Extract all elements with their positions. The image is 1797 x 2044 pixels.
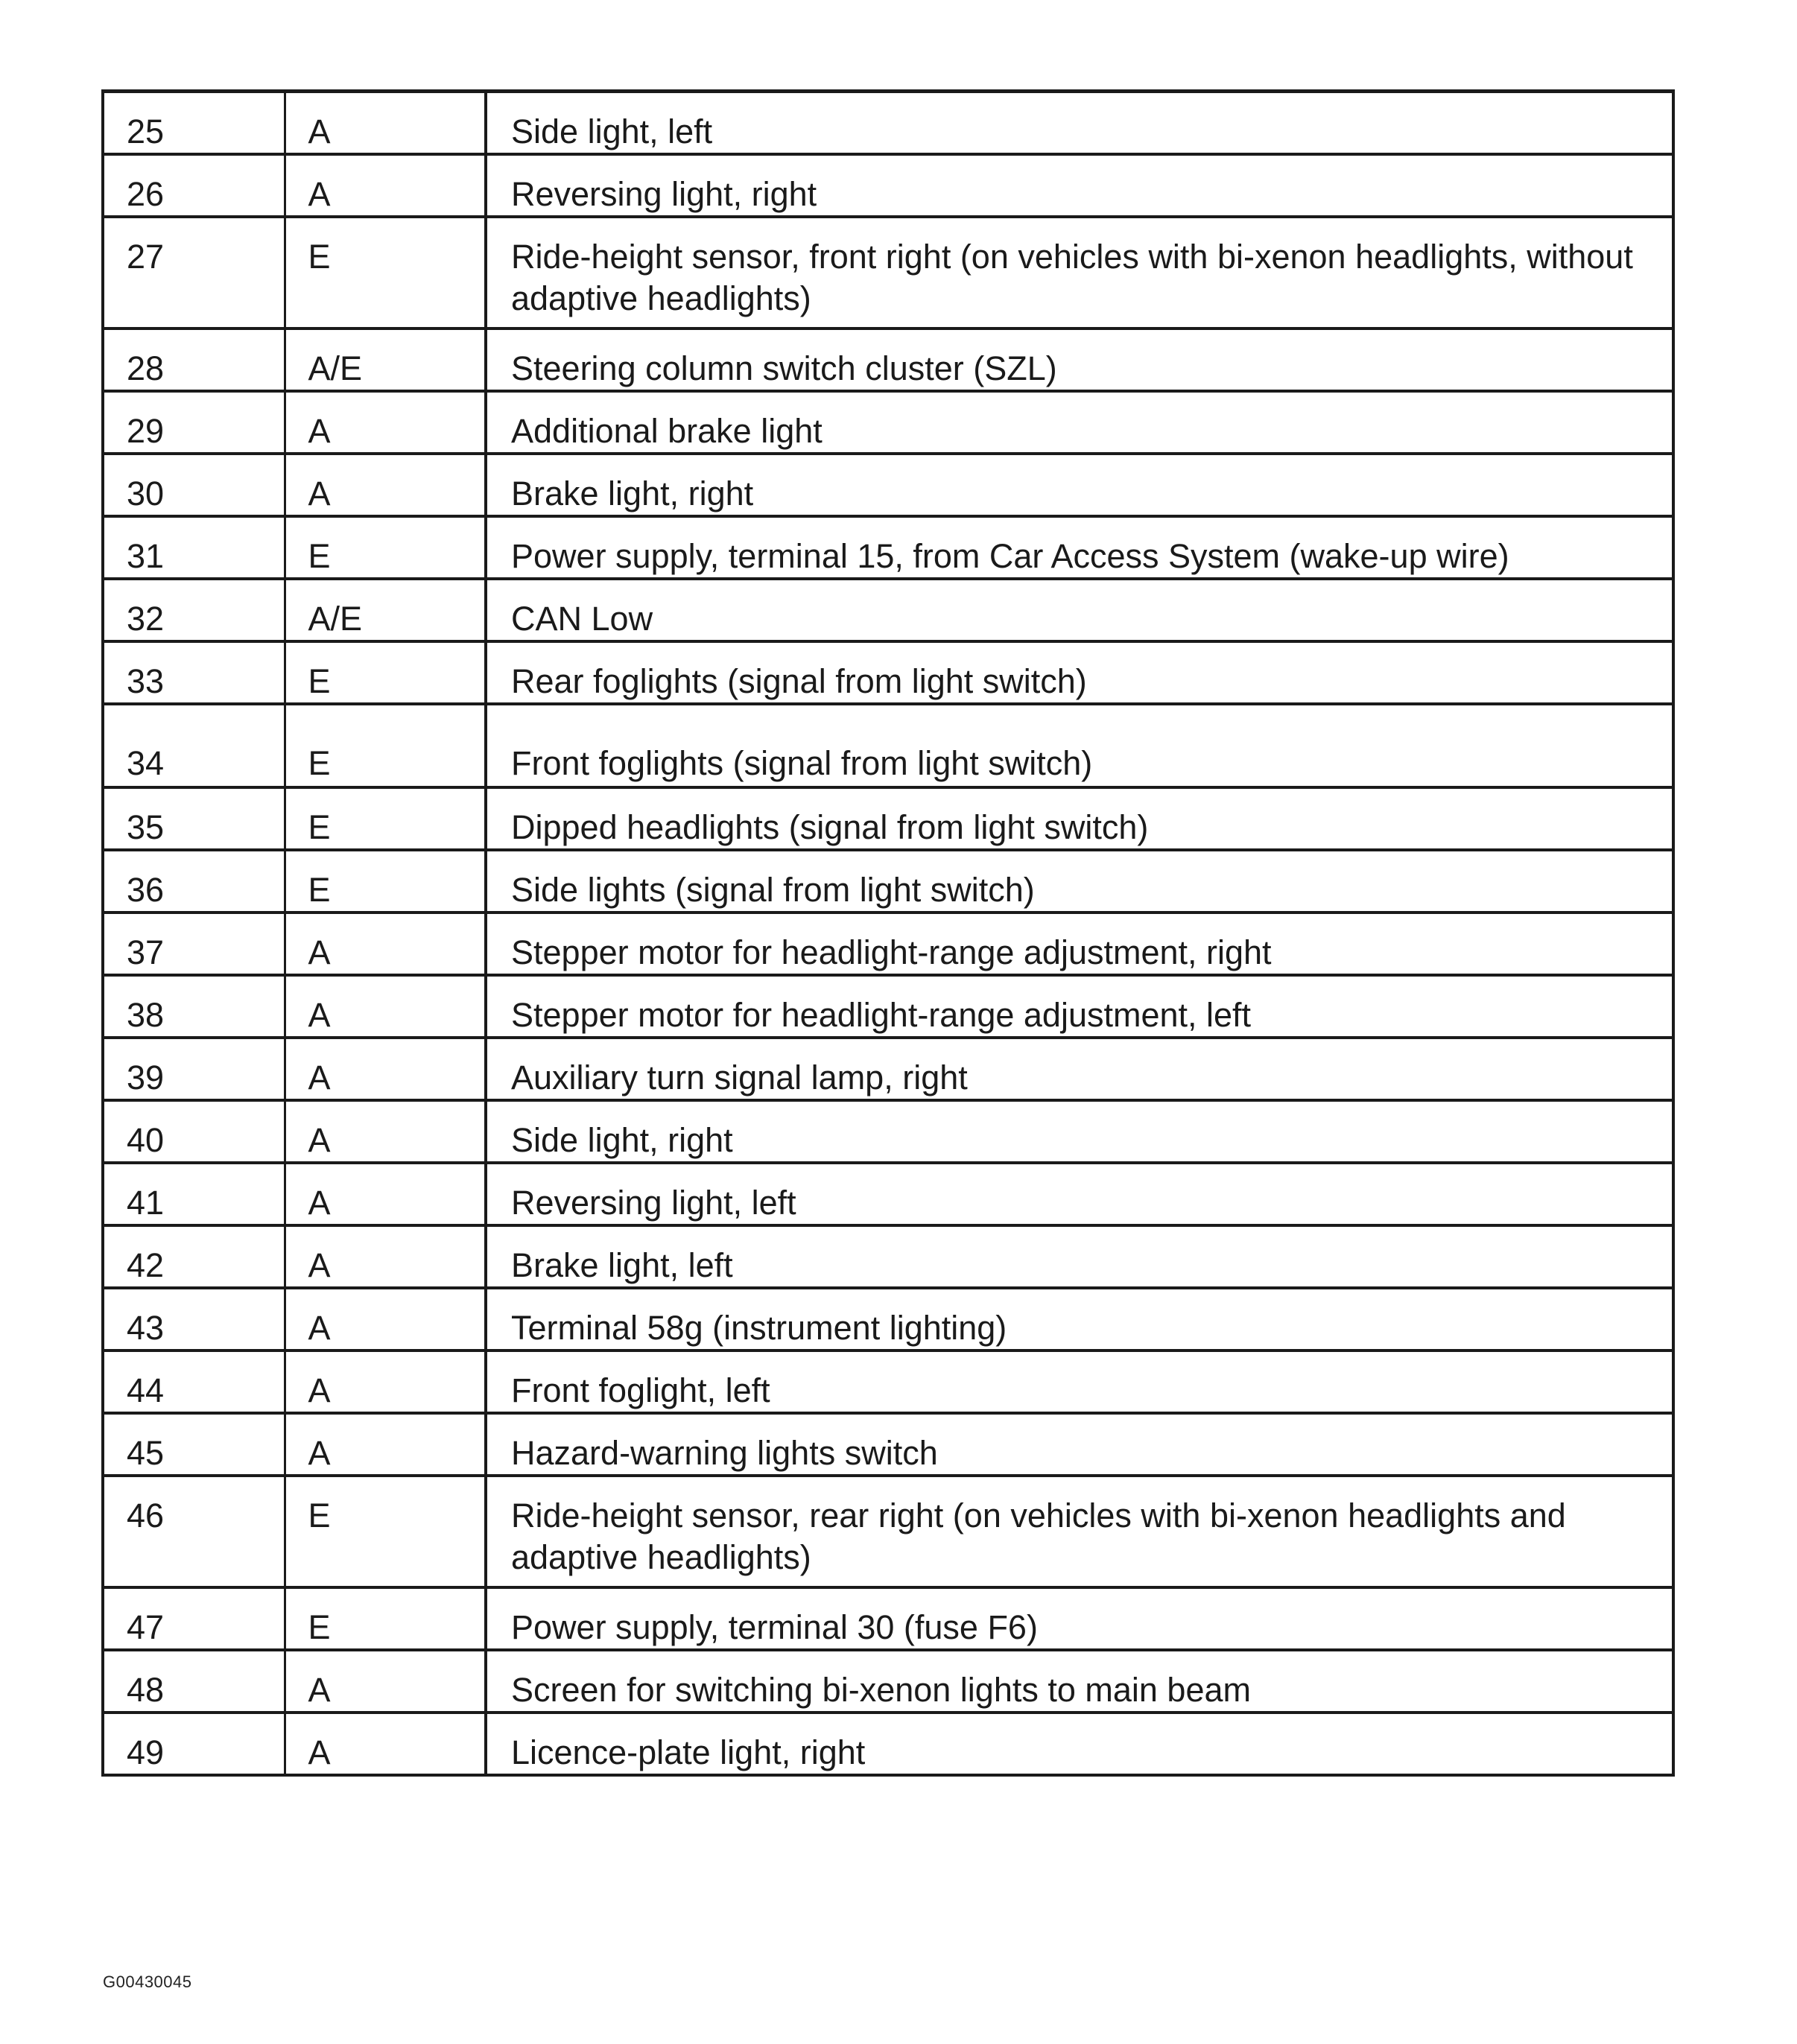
pin-number: 45 xyxy=(103,1413,285,1476)
table-row xyxy=(103,641,1673,704)
table-row xyxy=(103,1225,1673,1288)
pin-description: Front foglights (signal from light switch) xyxy=(486,704,1673,787)
table-row xyxy=(103,92,1673,155)
table-row xyxy=(103,787,1673,850)
pin-number: 35 xyxy=(103,787,285,850)
signal-direction: A xyxy=(285,913,486,975)
signal-direction: A xyxy=(285,1163,486,1225)
pin-description: Reversing light, right xyxy=(486,154,1673,217)
pin-description: Steering column switch cluster (SZL) xyxy=(486,328,1673,391)
table-row xyxy=(103,579,1673,641)
pin-description: Hazard-warning lights switch xyxy=(486,1413,1673,1476)
signal-direction: A xyxy=(285,1288,486,1350)
table-row xyxy=(103,1587,1673,1650)
table-row xyxy=(103,516,1673,579)
document-id: G00430045 xyxy=(103,1972,192,1991)
pin-description: Dipped headlights (signal from light switch) xyxy=(486,787,1673,850)
table-row xyxy=(103,454,1673,516)
signal-direction: A xyxy=(285,1413,486,1476)
pin-number: 32 xyxy=(103,579,285,641)
signal-direction: A xyxy=(285,92,486,155)
pin-description: Side light, right xyxy=(486,1100,1673,1163)
pin-description: Side lights (signal from light switch) xyxy=(486,850,1673,913)
signal-direction: A xyxy=(285,391,486,454)
table-row xyxy=(103,391,1673,454)
signal-direction: E xyxy=(285,787,486,850)
pin-number: 49 xyxy=(103,1713,285,1775)
signal-direction: A xyxy=(285,1350,486,1413)
pin-description: Rear foglights (signal from light switch) xyxy=(486,641,1673,704)
pin-description: Power supply, terminal 30 (fuse F6) xyxy=(486,1587,1673,1650)
pin-description: Terminal 58g (instrument lighting) xyxy=(486,1288,1673,1350)
table-row xyxy=(103,1100,1673,1163)
table-row xyxy=(103,1163,1673,1225)
pin-number: 30 xyxy=(103,454,285,516)
signal-direction: E xyxy=(285,641,486,704)
signal-direction: A xyxy=(285,1100,486,1163)
pin-description: Brake light, left xyxy=(486,1225,1673,1288)
pin-number: 38 xyxy=(103,975,285,1038)
pin-number: 40 xyxy=(103,1100,285,1163)
pin-description: Screen for switching bi-xenon lights to main beam xyxy=(486,1650,1673,1713)
table-row xyxy=(103,1650,1673,1713)
signal-direction: A xyxy=(285,154,486,217)
signal-direction: E xyxy=(285,217,486,328)
signal-direction: A xyxy=(285,454,486,516)
pin-number: 28 xyxy=(103,328,285,391)
table-row xyxy=(103,154,1673,217)
pin-description: Stepper motor for headlight-range adjustment, left xyxy=(486,975,1673,1038)
table-row xyxy=(103,217,1673,328)
pin-description: Stepper motor for headlight-range adjustment, right xyxy=(486,913,1673,975)
pin-number: 26 xyxy=(103,154,285,217)
signal-direction: A xyxy=(285,1038,486,1100)
pin-number: 25 xyxy=(103,92,285,155)
pin-description: Ride-height sensor, front right (on vehicles with bi-xenon headlights, without adaptive headlights) xyxy=(486,217,1673,328)
pin-number: 27 xyxy=(103,217,285,328)
pin-description: Front foglight, left xyxy=(486,1350,1673,1413)
signal-direction: E xyxy=(285,704,486,787)
pin-number: 37 xyxy=(103,913,285,975)
pin-number: 46 xyxy=(103,1476,285,1587)
signal-direction: A xyxy=(285,975,486,1038)
signal-direction: E xyxy=(285,850,486,913)
signal-direction: A/E xyxy=(285,328,486,391)
table-row xyxy=(103,1476,1673,1587)
table-row xyxy=(103,1713,1673,1775)
pin-number: 33 xyxy=(103,641,285,704)
pin-number: 48 xyxy=(103,1650,285,1713)
pin-number: 41 xyxy=(103,1163,285,1225)
pin-number: 47 xyxy=(103,1587,285,1650)
signal-direction: E xyxy=(285,516,486,579)
signal-direction: E xyxy=(285,1587,486,1650)
table-row xyxy=(103,328,1673,391)
table-row xyxy=(103,1288,1673,1350)
table-row xyxy=(103,1350,1673,1413)
pin-description: Auxiliary turn signal lamp, right xyxy=(486,1038,1673,1100)
signal-direction: A/E xyxy=(285,579,486,641)
pin-description: CAN Low xyxy=(486,579,1673,641)
pin-description: Reversing light, left xyxy=(486,1163,1673,1225)
pin-description: Side light, left xyxy=(486,92,1673,155)
pin-description: Ride-height sensor, rear right (on vehicles with bi-xenon headlights and adaptive headlights) xyxy=(486,1476,1673,1587)
signal-direction: A xyxy=(285,1650,486,1713)
pin-description: Licence-plate light, right xyxy=(511,1733,866,1771)
signal-direction: E xyxy=(285,1476,486,1587)
pin-number: 31 xyxy=(103,516,285,579)
table-row xyxy=(103,850,1673,913)
table-row xyxy=(103,1413,1673,1476)
pin-number: 39 xyxy=(103,1038,285,1100)
table-row xyxy=(103,704,1673,787)
table-row xyxy=(103,913,1673,975)
pin-description: Power supply, terminal 15, from Car Access System (wake-up wire) xyxy=(486,516,1673,579)
pin-number: 44 xyxy=(103,1350,285,1413)
signal-direction: A xyxy=(285,1225,486,1288)
signal-direction: A xyxy=(285,1713,486,1775)
pin-description: Additional brake light xyxy=(486,391,1673,454)
pin-assignment-table xyxy=(101,89,1675,1777)
pin-number: 29 xyxy=(103,391,285,454)
pin-description: Brake light, right xyxy=(486,454,1673,516)
pin-number: 42 xyxy=(103,1225,285,1288)
table-row xyxy=(103,1038,1673,1100)
table-row xyxy=(103,975,1673,1038)
pin-number: 34 xyxy=(103,704,285,787)
pin-number: 36 xyxy=(103,850,285,913)
pin-number: 43 xyxy=(103,1288,285,1350)
